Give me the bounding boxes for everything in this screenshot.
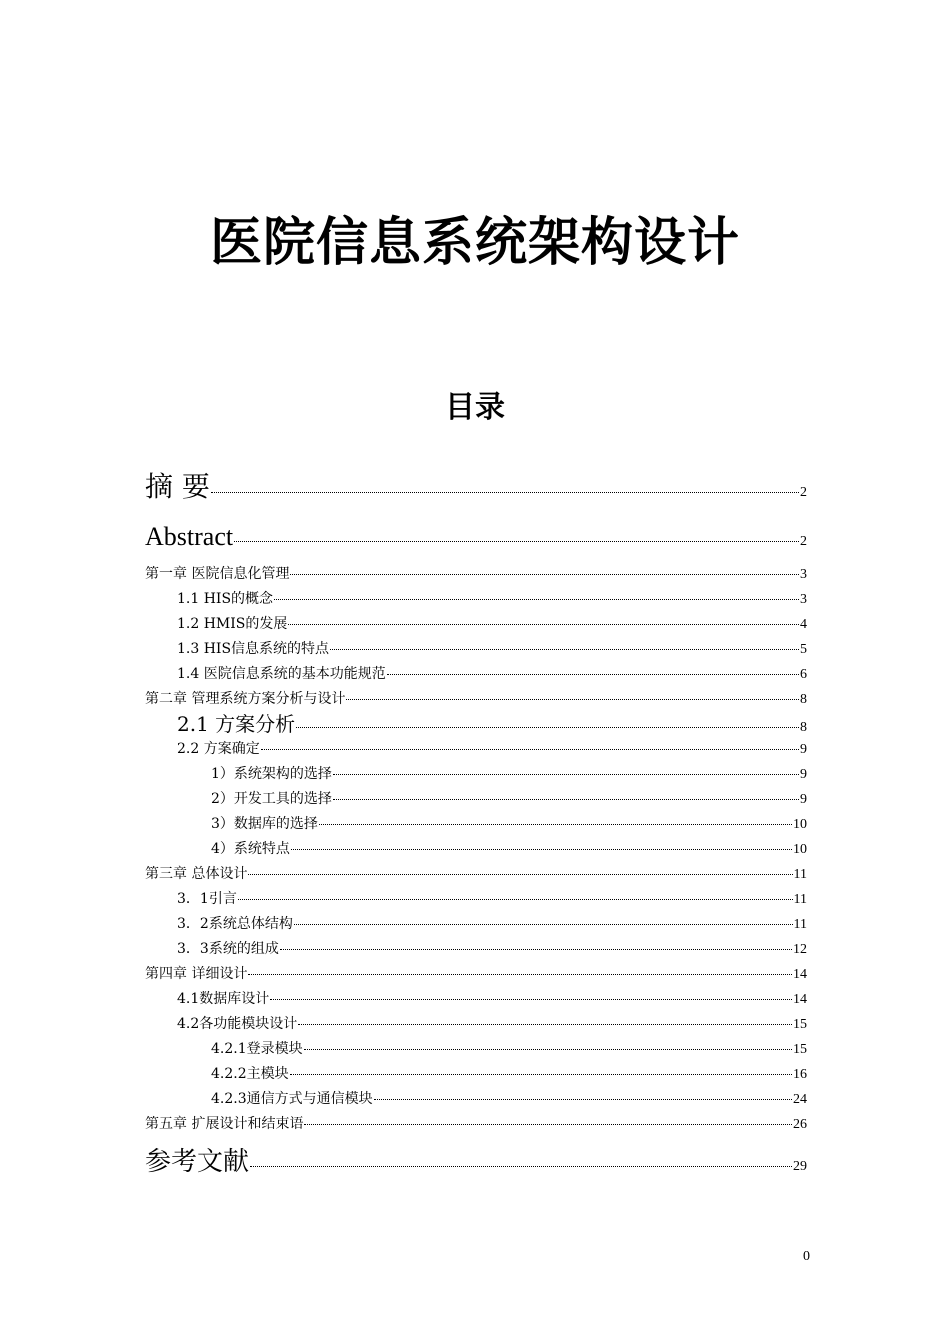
toc-dot-leader [290, 574, 799, 575]
toc-entry-label: 4.2各功能模块设计 [177, 1016, 298, 1032]
toc-entry-label: 1.1 HIS的概念 [177, 591, 274, 607]
toc-entry-section-2-1[interactable] [145, 712, 807, 737]
toc-dot-leader [234, 541, 799, 542]
toc-entry-section-1-4[interactable] [145, 662, 807, 687]
toc-entry-page: 11 [793, 892, 807, 907]
toc-entry-page: 14 [793, 967, 807, 982]
toc-entry-subsection-2-2-2[interactable] [145, 787, 807, 812]
toc-dot-leader [270, 999, 792, 1000]
toc-entry-label: 1.3 HIS信息系统的特点 [177, 641, 330, 657]
toc-entry-page: 2 [800, 534, 807, 549]
toc-dot-leader [248, 974, 792, 975]
toc-entry-label: 1.2 HMIS的发展 [177, 616, 288, 632]
toc-entry-subsection-4-2-2[interactable] [145, 1062, 807, 1087]
toc-entry-page: 8 [800, 692, 807, 707]
toc-entry-subsection-2-2-3[interactable] [145, 812, 807, 837]
toc-entry-label: 3．3系统的组成 [177, 941, 279, 957]
toc-dot-leader [211, 492, 799, 493]
toc-dot-leader [330, 649, 799, 650]
toc-entry-subsection-4-2-1[interactable] [145, 1037, 807, 1062]
toc-entry-section-1-2[interactable] [145, 612, 807, 637]
toc-dot-leader [288, 624, 799, 625]
toc-entry-section-1-1[interactable] [145, 587, 807, 612]
toc-entry-page: 15 [793, 1017, 807, 1032]
toc-entry-label: 1）系统架构的选择 [211, 766, 332, 782]
toc-entry-abstract-cn[interactable] [145, 462, 807, 512]
toc-entry-page: 16 [793, 1067, 807, 1082]
toc-entry-label: 第五章 扩展设计和结束语 [145, 1116, 304, 1132]
toc-entry-page: 6 [800, 667, 807, 682]
toc-entry-page: 3 [800, 592, 807, 607]
toc-dot-leader [333, 774, 799, 775]
toc-dot-leader [333, 799, 799, 800]
toc-entry-page: 12 [793, 942, 807, 957]
toc-entry-label: 4.1数据库设计 [177, 991, 270, 1007]
table-of-contents [145, 462, 807, 1187]
toc-entry-section-2-2[interactable] [145, 737, 807, 762]
toc-dot-leader [346, 699, 799, 700]
toc-entry-abstract-en[interactable] [145, 512, 807, 562]
toc-entry-page: 24 [793, 1092, 807, 1107]
toc-entry-subsection-4-2-3[interactable] [145, 1087, 807, 1112]
toc-entry-label: 3．1引言 [177, 891, 237, 907]
toc-entry-label: 3）数据库的选择 [211, 816, 318, 832]
toc-entry-chapter-2[interactable] [145, 687, 807, 712]
toc-entry-subsection-2-2-1[interactable] [145, 762, 807, 787]
toc-entry-page: 10 [793, 817, 807, 832]
toc-entry-page: 9 [800, 792, 807, 807]
toc-entry-section-3-3[interactable] [145, 937, 807, 962]
toc-entry-label: 第三章 总体设计 [145, 866, 248, 882]
toc-entry-page: 29 [793, 1159, 807, 1174]
toc-entry-page: 4 [800, 617, 807, 632]
toc-entry-section-3-1[interactable] [145, 887, 807, 912]
toc-heading: 目录 [445, 390, 505, 425]
toc-entry-page: 5 [800, 642, 807, 657]
toc-dot-leader [294, 924, 793, 925]
toc-entry-page: 2 [800, 485, 807, 500]
toc-dot-leader [296, 727, 799, 728]
toc-entry-label: 第一章 医院信息化管理 [145, 566, 290, 582]
toc-entry-label: 1.4 医院信息系统的基本功能规范 [177, 666, 386, 682]
toc-entry-page: 3 [800, 567, 807, 582]
toc-dot-leader [280, 949, 792, 950]
toc-dot-leader [304, 1049, 792, 1050]
toc-entry-label: 4.2.2主模块 [211, 1066, 289, 1082]
toc-entry-label: 2.2 方案确定 [177, 741, 260, 757]
toc-entry-references[interactable] [145, 1137, 807, 1187]
toc-entry-page: 14 [793, 992, 807, 1007]
toc-entry-page: 11 [793, 867, 807, 882]
toc-entry-page: 26 [793, 1117, 807, 1132]
toc-entry-page: 11 [793, 917, 807, 932]
toc-entry-label: 4.2.3通信方式与通信模块 [211, 1091, 373, 1107]
toc-dot-leader [290, 1074, 792, 1075]
toc-dot-leader [291, 849, 792, 850]
document-title: 医院信息系统架构设计 [209, 213, 740, 273]
toc-entry-label: 摘 要 [145, 470, 210, 503]
toc-dot-leader [304, 1124, 792, 1125]
toc-dot-leader [250, 1166, 792, 1167]
toc-entry-label: 参考文献 [145, 1147, 250, 1177]
toc-dot-leader [298, 1024, 792, 1025]
toc-entry-label: 3．2系统总体结构 [177, 916, 293, 932]
toc-entry-section-3-2[interactable] [145, 912, 807, 937]
toc-entry-subsection-2-2-4[interactable] [145, 837, 807, 862]
toc-dot-leader [238, 899, 793, 900]
toc-entry-chapter-3[interactable] [145, 862, 807, 887]
toc-dot-leader [248, 874, 792, 875]
toc-entry-section-4-1[interactable] [145, 987, 807, 1012]
toc-entry-label: 第二章 管理系统方案分析与设计 [145, 691, 346, 707]
toc-entry-section-4-2[interactable] [145, 1012, 807, 1037]
toc-entry-page: 9 [800, 742, 807, 757]
toc-entry-label: Abstract [145, 522, 234, 551]
toc-dot-leader [319, 824, 792, 825]
toc-entry-label: 2）开发工具的选择 [211, 791, 332, 807]
toc-entry-chapter-5[interactable] [145, 1112, 807, 1137]
toc-dot-leader [387, 674, 799, 675]
toc-entry-chapter-4[interactable] [145, 962, 807, 987]
toc-entry-page: 10 [793, 842, 807, 857]
toc-entry-page: 15 [793, 1042, 807, 1057]
toc-entry-label: 4.2.1登录模块 [211, 1041, 303, 1057]
toc-dot-leader [374, 1099, 792, 1100]
toc-entry-label: 2.1 方案分析 [177, 712, 296, 736]
toc-dot-leader [261, 749, 799, 750]
toc-entry-page: 8 [800, 720, 807, 735]
toc-entry-label: 4）系统特点 [211, 841, 290, 857]
toc-entry-page: 9 [800, 767, 807, 782]
toc-entry-section-1-3[interactable] [145, 637, 807, 662]
toc-dot-leader [274, 599, 799, 600]
toc-entry-label: 第四章 详细设计 [145, 966, 248, 982]
footer-page-number: 0 [803, 1249, 810, 1264]
toc-entry-chapter-1[interactable] [145, 562, 807, 587]
